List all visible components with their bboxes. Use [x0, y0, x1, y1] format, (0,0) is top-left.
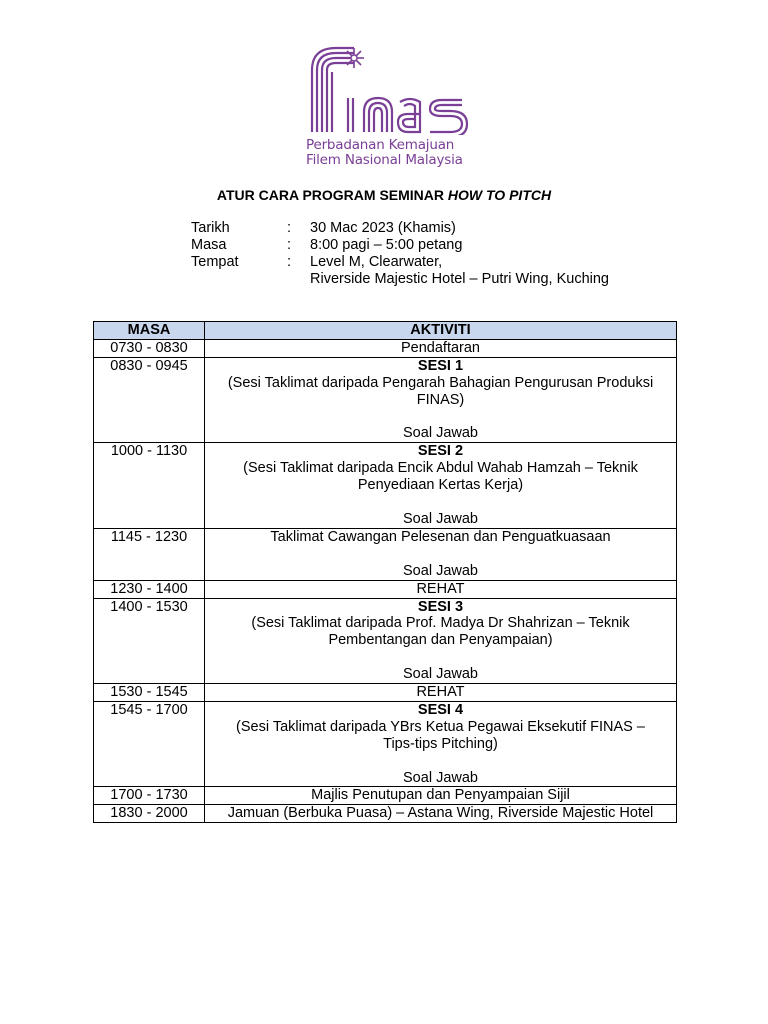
activity-line — [208, 494, 673, 511]
activity-line: Tips-tips Pitching) — [383, 735, 498, 752]
activity-cell — [205, 805, 677, 823]
time-cell: 1530 - 1545 — [94, 684, 205, 702]
activity-line — [208, 546, 673, 563]
table-row — [94, 787, 677, 805]
meta-row-venue — [191, 254, 609, 271]
time-cell: 0730 - 0830 — [94, 339, 205, 357]
activity-cell — [205, 598, 677, 684]
meta-value: 30 Mac 2023 (Khamis) — [310, 220, 456, 236]
session-title: SESI 3 — [417, 598, 464, 615]
title-italic: HOW TO PITCH — [447, 187, 552, 203]
activity-line: Pembentangan dan Penyampaian) — [328, 632, 553, 649]
time-cell: 1000 - 1130 — [94, 443, 205, 529]
activity-line: Soal Jawab — [403, 510, 478, 527]
meta-label: Tarikh — [191, 220, 230, 236]
time-cell: 1545 - 1700 — [94, 701, 205, 787]
activity-line: Majlis Penutupan dan Penyampaian Sijil — [311, 787, 570, 804]
column-header-time: MASA — [94, 322, 205, 340]
meta-row-time — [191, 237, 609, 254]
activity-cell — [205, 701, 677, 787]
activity-line: REHAT — [416, 684, 465, 701]
document-title — [0, 187, 768, 203]
activity-cell — [205, 339, 677, 357]
session-title: SESI 2 — [417, 443, 464, 460]
activity-line: (Sesi Taklimat daripada Encik Abdul Wahab Hamzah – Teknik — [243, 460, 638, 477]
meta-value: Level M, Clearwater, — [310, 254, 443, 270]
activity-line: Soal Jawab — [403, 769, 478, 786]
time-cell: 1700 - 1730 — [94, 787, 205, 805]
activity-line: Soal Jawab — [403, 425, 478, 442]
table-row — [94, 339, 677, 357]
activity-line — [208, 409, 673, 426]
time-cell: 1145 - 1230 — [94, 528, 205, 580]
activity-cell — [205, 528, 677, 580]
meta-value: Riverside Majestic Hotel – Putri Wing, Kuching — [310, 271, 609, 287]
time-cell: 1830 - 2000 — [94, 805, 205, 823]
table-row — [94, 443, 677, 529]
activity-line: Taklimat Cawangan Pelesenan dan Penguatkuasaan — [270, 528, 611, 545]
time-cell: 0830 - 0945 — [94, 357, 205, 443]
activity-line: FINAS) — [416, 391, 465, 408]
activity-cell — [205, 787, 677, 805]
meta-label: Masa — [191, 237, 227, 253]
table-header-row — [94, 322, 677, 340]
meta-row-venue-cont — [191, 271, 609, 288]
activity-line: REHAT — [416, 580, 465, 597]
meta-row-date — [191, 220, 609, 237]
time-cell: 1400 - 1530 — [94, 598, 205, 684]
brand-subtitle-line1: Perbadanan Kemajuan — [306, 137, 455, 153]
meta-colon: : — [287, 254, 292, 270]
event-details — [191, 220, 609, 288]
activity-cell — [205, 580, 677, 598]
activity-line: Jamuan (Berbuka Puasa) – Astana Wing, Riverside Majestic Hotel — [227, 805, 654, 822]
time-cell: 1230 - 1400 — [94, 580, 205, 598]
activity-line — [208, 649, 673, 666]
meta-label — [191, 271, 287, 288]
table-row — [94, 684, 677, 702]
column-header-activity: AKTIVITI — [205, 322, 677, 340]
meta-colon: : — [287, 220, 292, 236]
meta-label: Tempat — [191, 254, 239, 270]
schedule-table — [93, 321, 677, 823]
activity-line: Pendaftaran — [400, 339, 480, 356]
activity-cell — [205, 357, 677, 443]
table-row — [94, 580, 677, 598]
meta-colon — [287, 271, 310, 288]
meta-colon: : — [287, 237, 292, 253]
activity-line — [208, 753, 673, 770]
session-title: SESI 1 — [417, 357, 464, 374]
activity-line: Soal Jawab — [403, 562, 478, 579]
table-row — [94, 701, 677, 787]
finas-logo-mark — [302, 40, 472, 135]
activity-cell — [205, 684, 677, 702]
table-row — [94, 805, 677, 823]
brand-subtitle — [306, 138, 476, 168]
schedule-body — [94, 339, 677, 822]
brand-subtitle-line2: Filem Nasional Malaysia — [306, 152, 463, 168]
activity-line: (Sesi Taklimat daripada Prof. Madya Dr Shahrizan – Teknik — [251, 615, 630, 632]
activity-line: Soal Jawab — [403, 666, 478, 683]
table-row — [94, 357, 677, 443]
activity-line: (Sesi Taklimat daripada Pengarah Bahagian Pengurusan Produksi — [227, 374, 654, 391]
session-title: SESI 4 — [417, 701, 464, 718]
table-row — [94, 598, 677, 684]
activity-line: Penyediaan Kertas Kerja) — [357, 477, 524, 494]
activity-line: (Sesi Taklimat daripada YBrs Ketua Pegawai Eksekutif FINAS – — [236, 718, 645, 735]
activity-cell — [205, 443, 677, 529]
table-row — [94, 528, 677, 580]
title-main: ATUR CARA PROGRAM SEMINAR — [216, 187, 448, 203]
meta-value: 8:00 pagi – 5:00 petang — [310, 237, 463, 253]
